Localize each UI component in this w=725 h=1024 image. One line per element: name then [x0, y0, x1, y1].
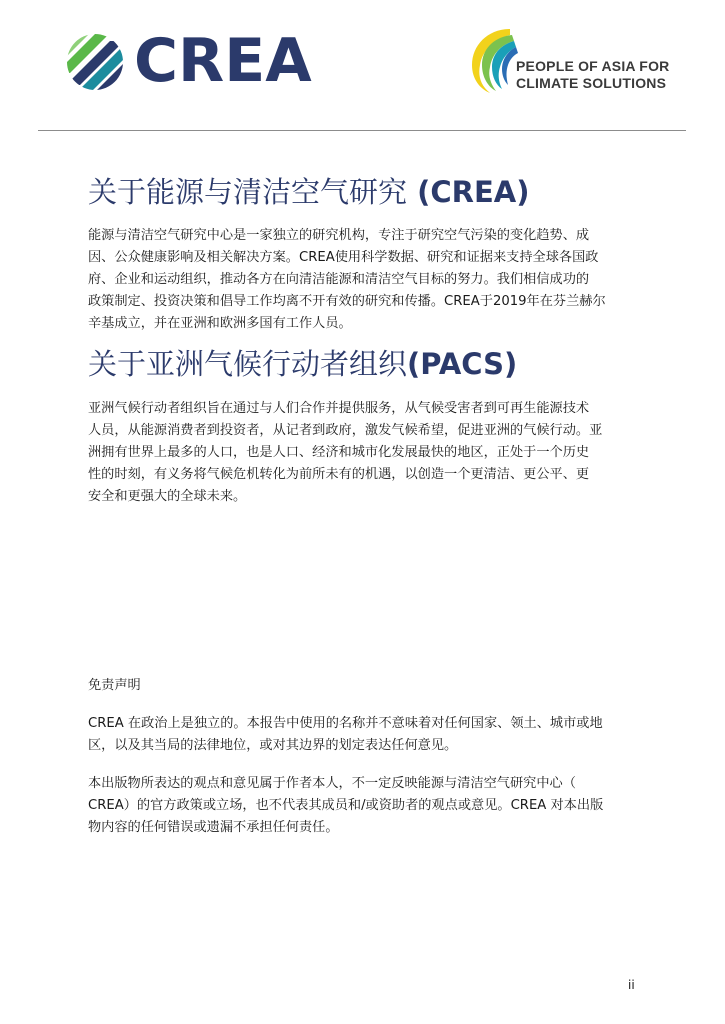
disclaimer-line: 本出版物所表达的观点和意见属于作者本人，不一定反映能源与清洁空气研究中心（: [88, 776, 576, 791]
crea-line: 府、企业和运动组织，推动各方在向清洁能源和清洁空气目标的努力。我们相信成功的: [88, 272, 590, 287]
crea-line: 能源与清洁空气研究中心是一家独立的研究机构，专注于研究空气污染的变化趋势、成: [88, 228, 590, 243]
pacs-logo-line-2: CLIMATE SOLUTIONS: [516, 75, 667, 91]
pacs-line: 性的时刻，有义务将气候危机转化为前所未有的机遇，以创造一个更清洁、更公平、更: [88, 467, 590, 482]
pacs-heading-en: (PACS): [407, 347, 518, 381]
crea-logo: [66, 26, 328, 96]
disclaimer-line: 物内容的任何错误或遗漏不承担任何责任。: [88, 820, 339, 835]
crea-wordmark: CREA: [134, 26, 312, 96]
crea-heading-en: (CREA): [407, 175, 530, 209]
crea-line: 因、公众健康影响及相关解决方案。CREA使用科学数据、研究和证据来支持全球各国政: [88, 250, 599, 265]
page-number: ii: [628, 978, 635, 992]
crea-section-heading: [88, 174, 530, 210]
pacs-line: 安全和更强大的全球未来。: [88, 489, 247, 504]
disclaimer-line: 区，以及其当局的法律地位，或对其边界的划定表达任何意见。: [88, 738, 458, 753]
pacs-logo-mark-icon: [470, 25, 518, 95]
header-divider: [38, 130, 686, 131]
disclaimer-title: 免责声明: [88, 678, 141, 693]
pacs-logo-line-1: PEOPLE OF ASIA FOR: [516, 58, 670, 74]
disclaimer-paragraph-1: [88, 713, 648, 757]
crea-line: 政策制定、投资决策和倡导工作均离不开有效的研究和传播。CREA于2019年在芬兰赫尔: [88, 294, 606, 309]
pacs-paragraph: [88, 398, 648, 508]
pacs-logo: [470, 25, 670, 97]
disclaimer-line: CREA）的官方政策或立场，也不代表其成员和/或资助者的观点或意见。CREA 对本出版: [88, 798, 604, 813]
crea-line: 辛基成立，并在亚洲和欧洲多国有工作人员。: [88, 316, 352, 331]
crea-logo-mark-icon: [66, 33, 124, 91]
pacs-section-heading: [88, 346, 517, 382]
disclaimer-line: CREA 在政治上是独立的。本报告中使用的名称并不意味着对任何国家、领土、城市或地: [88, 716, 603, 731]
pacs-heading-zh: 关于亚洲气候行动者组织: [88, 347, 408, 381]
pacs-line: 亚洲气候行动者组织旨在通过与人们合作并提供服务，从气候受害者到可再生能源技术: [88, 401, 590, 416]
disclaimer-paragraph-2: [88, 773, 648, 839]
pacs-line: 洲拥有世界上最多的人口，也是人口、经济和城市化发展最快的地区，正处于一个历史: [88, 445, 590, 460]
crea-heading-zh: 关于能源与清洁空气研究: [88, 175, 408, 209]
pacs-logo-text: [516, 58, 669, 92]
crea-paragraph: [88, 225, 648, 335]
pacs-line: 人员，从能源消费者到投资者，从记者到政府，激发气候希望，促进亚洲的气候行动。亚: [88, 423, 603, 438]
